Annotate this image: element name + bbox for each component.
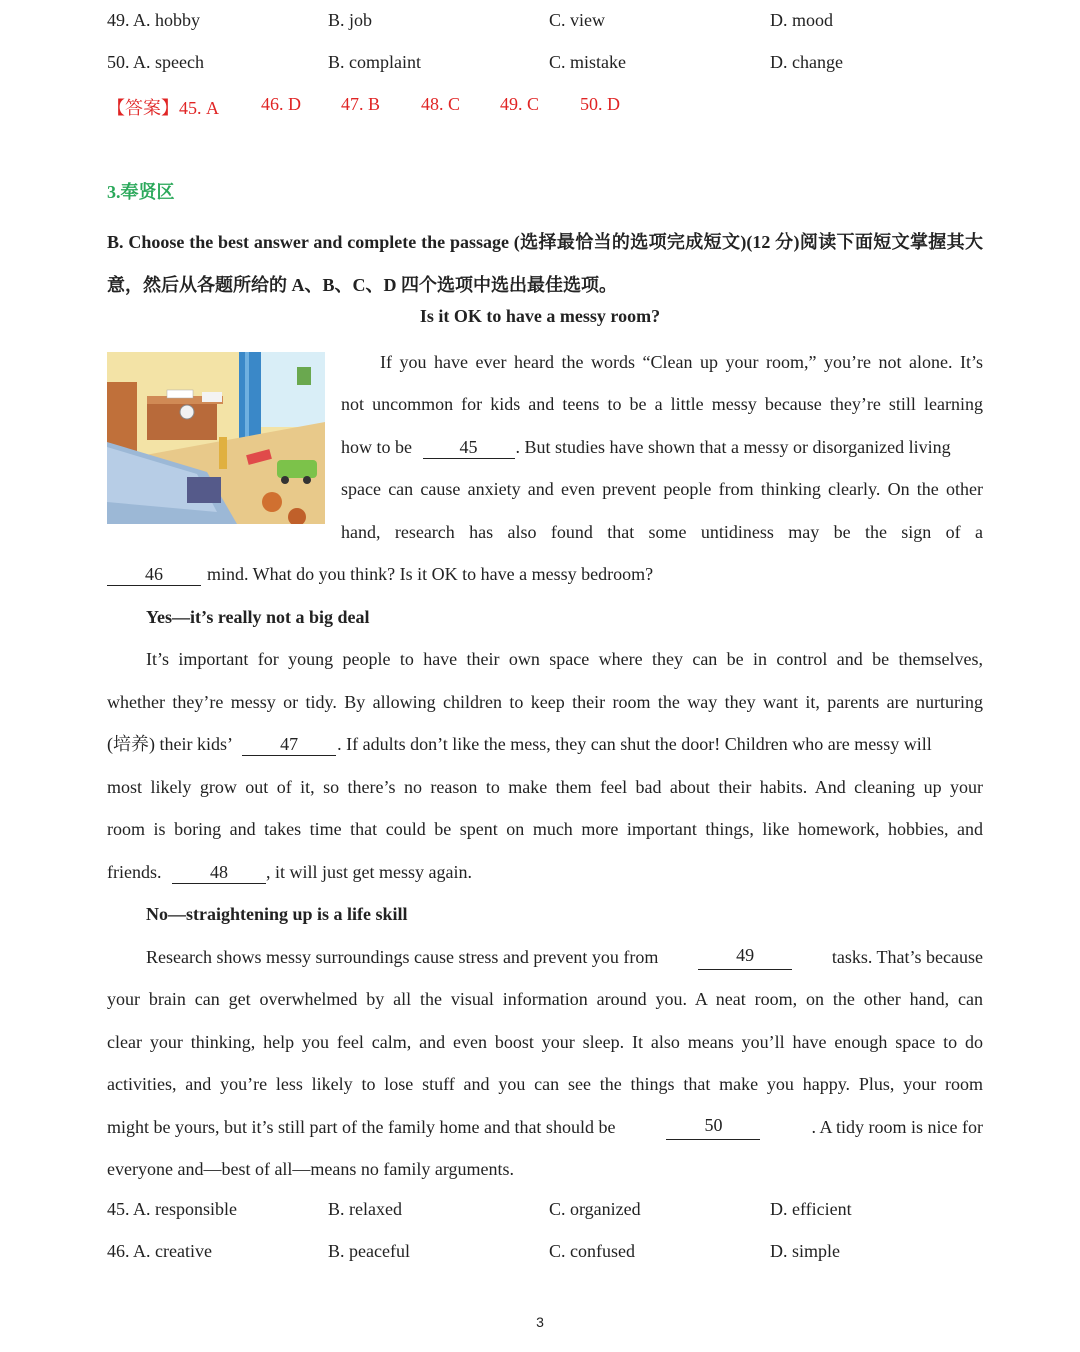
option-b: B. job bbox=[328, 10, 373, 30]
section-instruction: B. Choose the best answer and complete the passage (选择最恰当的选项完成短文)(12 分)阅读下面短文掌握其大意，然后从各题所给的 A、B、C、D 四个选项中选出最佳选项。 bbox=[107, 232, 983, 295]
option-d: D. change bbox=[770, 52, 843, 72]
passage-line: hand, research has also found that some untidiness may be the sign of a bbox=[341, 522, 983, 542]
passage-line: most likely grow out of it, so there’s no reason to make them feel bad about their habits. And cleaning up your bbox=[107, 777, 983, 797]
option-b: B. relaxed bbox=[328, 1199, 402, 1219]
passage-title: Is it OK to have a messy room? bbox=[419, 306, 661, 326]
blank-49: 49 bbox=[698, 944, 792, 970]
messy-room-illustration bbox=[107, 352, 325, 524]
passage-text: tasks. That’s because bbox=[831, 947, 983, 967]
blank-50: 50 bbox=[666, 1114, 760, 1140]
answer-item: 47. B bbox=[341, 94, 381, 114]
passage-text: how to be bbox=[341, 437, 412, 457]
option-row-49 bbox=[107, 10, 983, 36]
answer-item: 50. D bbox=[580, 94, 620, 114]
passage-text: , it will just get messy again. bbox=[265, 862, 472, 882]
passage-line: not uncommon for kids and teens to be a little messy because they’re still learning bbox=[341, 394, 983, 414]
passage-line bbox=[107, 859, 472, 885]
answer-label: 【答案】45. A bbox=[107, 98, 219, 118]
passage-text: . If adults don’t like the mess, they can shut the door! Children who are messy will bbox=[337, 734, 932, 754]
option-c: C. confused bbox=[549, 1241, 635, 1261]
passage-line: It’s important for young people to have their own space where they can be in control and be themselves, bbox=[146, 649, 983, 669]
option-c: C. view bbox=[549, 10, 605, 30]
option-b: B. complaint bbox=[328, 52, 421, 72]
option-c: C. mistake bbox=[549, 52, 626, 72]
passage-line bbox=[341, 434, 983, 460]
option-row-50 bbox=[107, 52, 983, 78]
section-title: 3.奉贤区 bbox=[107, 182, 175, 202]
option-c: C. organized bbox=[549, 1199, 641, 1219]
passage-line: your brain can get overwhelmed by all the visual information around you. A neat room, on the other hand, can bbox=[107, 989, 983, 1009]
passage-text: Research shows messy surroundings cause stress and prevent you from bbox=[146, 947, 659, 967]
option-b: B. peaceful bbox=[328, 1241, 410, 1261]
passage-line bbox=[146, 944, 983, 970]
passage-text: mind. What do you think? Is it OK to have a messy bedroom? bbox=[207, 564, 654, 584]
passage-line: whether they’re messy or tidy. By allowing children to keep their room the way they want it, parents are nurturing bbox=[107, 692, 983, 712]
option-d: D. efficient bbox=[770, 1199, 852, 1219]
answer-item: 48. C bbox=[421, 94, 461, 114]
blank-47: 47 bbox=[242, 733, 336, 756]
passage-line: clear your thinking, help you feel calm, and even boost your sleep. It also means you’ll have enough space to do bbox=[107, 1032, 983, 1052]
passage-text: might be yours, but it’s still part of the family home and that should be bbox=[107, 1117, 616, 1137]
option-a: 45. A. responsible bbox=[107, 1199, 237, 1219]
passage-line: space can cause anxiety and even prevent people from thinking clearly. On the other bbox=[341, 479, 983, 499]
option-row-46 bbox=[107, 1241, 983, 1267]
passage-line: activities, and you’re less likely to lose stuff and you can see the things that make you happy. Plus, your room bbox=[107, 1074, 983, 1094]
passage-line bbox=[107, 731, 983, 757]
option-row-45 bbox=[107, 1199, 983, 1225]
blank-45: 45 bbox=[423, 436, 515, 459]
blank-46: 46 bbox=[107, 563, 201, 586]
answer-item: 46. D bbox=[261, 94, 301, 114]
option-d: D. simple bbox=[770, 1241, 840, 1261]
passage-line: room is boring and takes time that could be spent on much more important things, like homework, hobbies, and bbox=[107, 819, 983, 839]
passage-text: friends. bbox=[107, 862, 162, 882]
blank-48: 48 bbox=[172, 861, 266, 884]
option-a: 50. A. speech bbox=[107, 52, 204, 72]
passage-line bbox=[107, 561, 653, 587]
passage-text: . But studies have shown that a messy or disorganized living bbox=[515, 437, 951, 457]
passage-text: . A tidy room is nice for bbox=[811, 1117, 983, 1137]
option-d: D. mood bbox=[770, 10, 833, 30]
option-a: 49. A. hobby bbox=[107, 10, 201, 30]
passage-line: everyone and—best of all—means no family arguments. bbox=[107, 1159, 515, 1179]
yes-heading: Yes—it’s really not a big deal bbox=[146, 607, 370, 627]
page-number: 3 bbox=[536, 1314, 544, 1330]
answer-item: 49. C bbox=[500, 94, 540, 114]
no-heading: No—straightening up is a life skill bbox=[146, 904, 408, 924]
passage-text: (培养) their kids’ bbox=[107, 734, 232, 754]
option-a: 46. A. creative bbox=[107, 1241, 212, 1261]
passage-line bbox=[107, 1114, 983, 1140]
passage-line: If you have ever heard the words “Clean up your room,” you’re not alone. It’s bbox=[380, 352, 983, 372]
